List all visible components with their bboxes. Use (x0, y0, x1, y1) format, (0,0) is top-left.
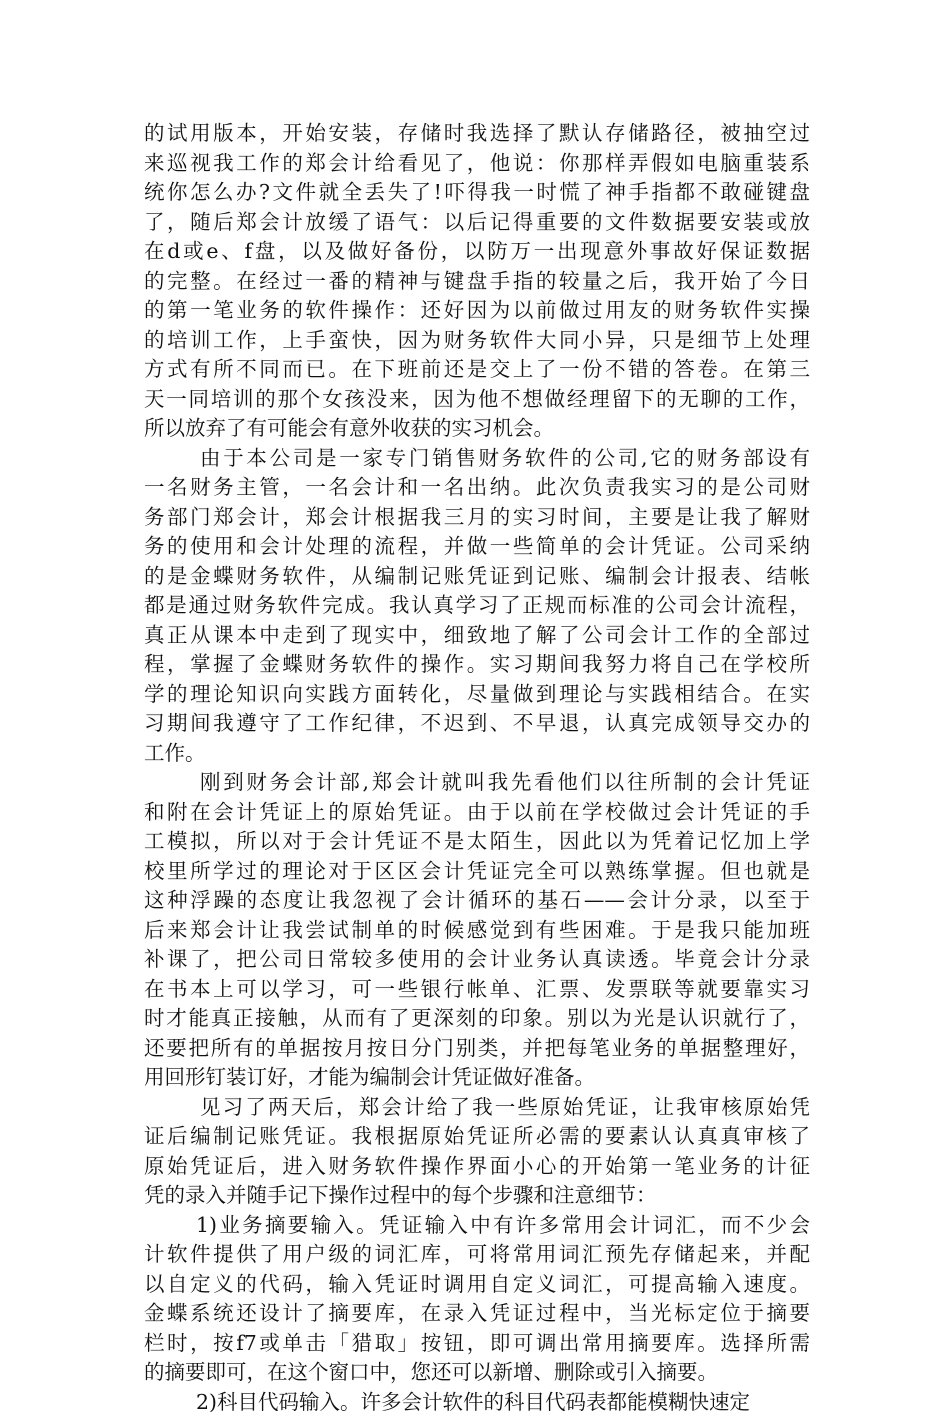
text-line: 的摘要即可，在这个窗口中，您还可以新增、删除或引入摘要。 (144, 1358, 810, 1388)
text-line: 补课了，把公司日常较多使用的会计业务认真读透。毕竟会计分录 (144, 945, 810, 975)
text-line: 真正从课本中走到了现实中，细致地了解了公司会计工作的全部过 (144, 621, 810, 651)
paragraph-first-line: 刚到财务会计部,郑会计就叫我先看他们以往所制的会计凭证 (144, 768, 810, 798)
list-item-first-line: 1)业务摘要输入。凭证输入中有许多常用会计词汇，而不少会 (144, 1211, 810, 1241)
text-line: 工作。 (144, 739, 810, 769)
text-line: 的第一笔业务的软件操作：还好因为以前做过用友的财务软件实操 (144, 296, 810, 326)
text-line: 一名财务主管，一名会计和一名出纳。此次负责我实习的是公司财 (144, 473, 810, 503)
text-line: 的培训工作，上手蛮快，因为财务软件大同小异，只是细节上处理 (144, 326, 810, 356)
text-line: 方式有所不同而已。在下班前还是交上了一份不错的答卷。在第三 (144, 355, 810, 385)
text-line: 所以放弃了有可能会有意外收获的实习机会。 (144, 414, 810, 444)
text-line: 在d或e、f盘，以及做好备份，以防万一出现意外事故好保证数据 (144, 237, 810, 267)
text-line: 原始凭证后，进入财务软件操作界面小心的开始第一笔业务的计征 (144, 1152, 810, 1182)
text-line: 金蝶系统还设计了摘要库，在录入凭证过程中，当光标定位于摘要 (144, 1299, 810, 1329)
text-line: 证后编制记账凭证。我根据原始凭证所必需的要素认认真真审核了 (144, 1122, 810, 1152)
text-line: 的完整。在经过一番的精神与键盘手指的较量之后，我开始了今日 (144, 267, 810, 297)
text-line: 和附在会计凭证上的原始凭证。由于以前在学校做过会计凭证的手 (144, 798, 810, 828)
paragraph-first-line: 见习了两天后，郑会计给了我一些原始凭证，让我审核原始凭 (144, 1093, 810, 1123)
text-line: 了，随后郑会计放缓了语气：以后记得重要的文件数据要安装或放 (144, 208, 810, 238)
text-line: 用回形钉装订好，才能为编制会计凭证做好准备。 (144, 1063, 810, 1093)
text-line: 统你怎么办?文件就全丢失了!吓得我一时慌了神手指都不敢碰键盘 (144, 178, 810, 208)
text-line: 天一同培训的那个女孩没来，因为他不想做经理留下的无聊的工作， (144, 385, 810, 415)
text-line: 都是通过财务软件完成。我认真学习了正规而标准的公司会计流程， (144, 591, 810, 621)
text-line: 来巡视我工作的郑会计给看见了，他说：你那样弄假如电脑重装系 (144, 149, 810, 179)
text-line: 的试用版本，开始安装，存储时我选择了默认存储路径，被抽空过 (144, 119, 810, 149)
text-line: 程，掌握了金蝶财务软件的操作。实习期间我努力将自己在学校所 (144, 650, 810, 680)
text-line: 时才能真正接触，从而有了更深刻的印象。别以为光是认识就行了， (144, 1004, 810, 1034)
paragraph-first-line: 由于本公司是一家专门销售财务软件的公司,它的财务部设有 (144, 444, 810, 474)
text-line: 工模拟，所以对于会计凭证不是太陌生，因此以为凭着记忆加上学 (144, 827, 810, 857)
text-line: 还要把所有的单据按月按日分门别类，并把每笔业务的单据整理好， (144, 1034, 810, 1064)
list-item-first-line: 2)科目代码输入。许多会计软件的科目代码表都能模糊快速定 (144, 1388, 810, 1417)
text-line: 学的理论知识向实践方面转化，尽量做到理论与实践相结合。在实 (144, 680, 810, 710)
text-line: 这种浮躁的态度让我忽视了会计循环的基石——会计分录，以至于 (144, 886, 810, 916)
text-line: 的是金蝶财务软件，从编制记账凭证到记账、编制会计报表、结帐 (144, 562, 810, 592)
text-line: 计软件提供了用户级的词汇库，可将常用词汇预先存储起来，并配 (144, 1240, 810, 1270)
text-line: 在书本上可以学习，可一些银行帐单、汇票、发票联等就要靠实习 (144, 975, 810, 1005)
text-line: 以自定义的代码，输入凭证时调用自定义词汇，可提高输入速度。 (144, 1270, 810, 1300)
text-line: 校里所学过的理论对于区区会计凭证完全可以熟练掌握。但也就是 (144, 857, 810, 887)
text-line: 后来郑会计让我尝试制单的时候感觉到有些困难。于是我只能加班 (144, 916, 810, 946)
text-line: 习期间我遵守了工作纪律，不迟到、不早退，认真完成领导交办的 (144, 709, 810, 739)
document-body (144, 119, 810, 1417)
text-line: 栏时，按f7或单击「猎取」按钮，即可调出常用摘要库。选择所需 (144, 1329, 810, 1359)
text-line: 务部门郑会计，郑会计根据我三月的实习时间，主要是让我了解财 (144, 503, 810, 533)
text-line: 凭的录入并随手记下操作过程中的每个步骤和注意细节： (144, 1181, 810, 1211)
text-line: 务的使用和会计处理的流程，并做一些简单的会计凭证。公司采纳 (144, 532, 810, 562)
